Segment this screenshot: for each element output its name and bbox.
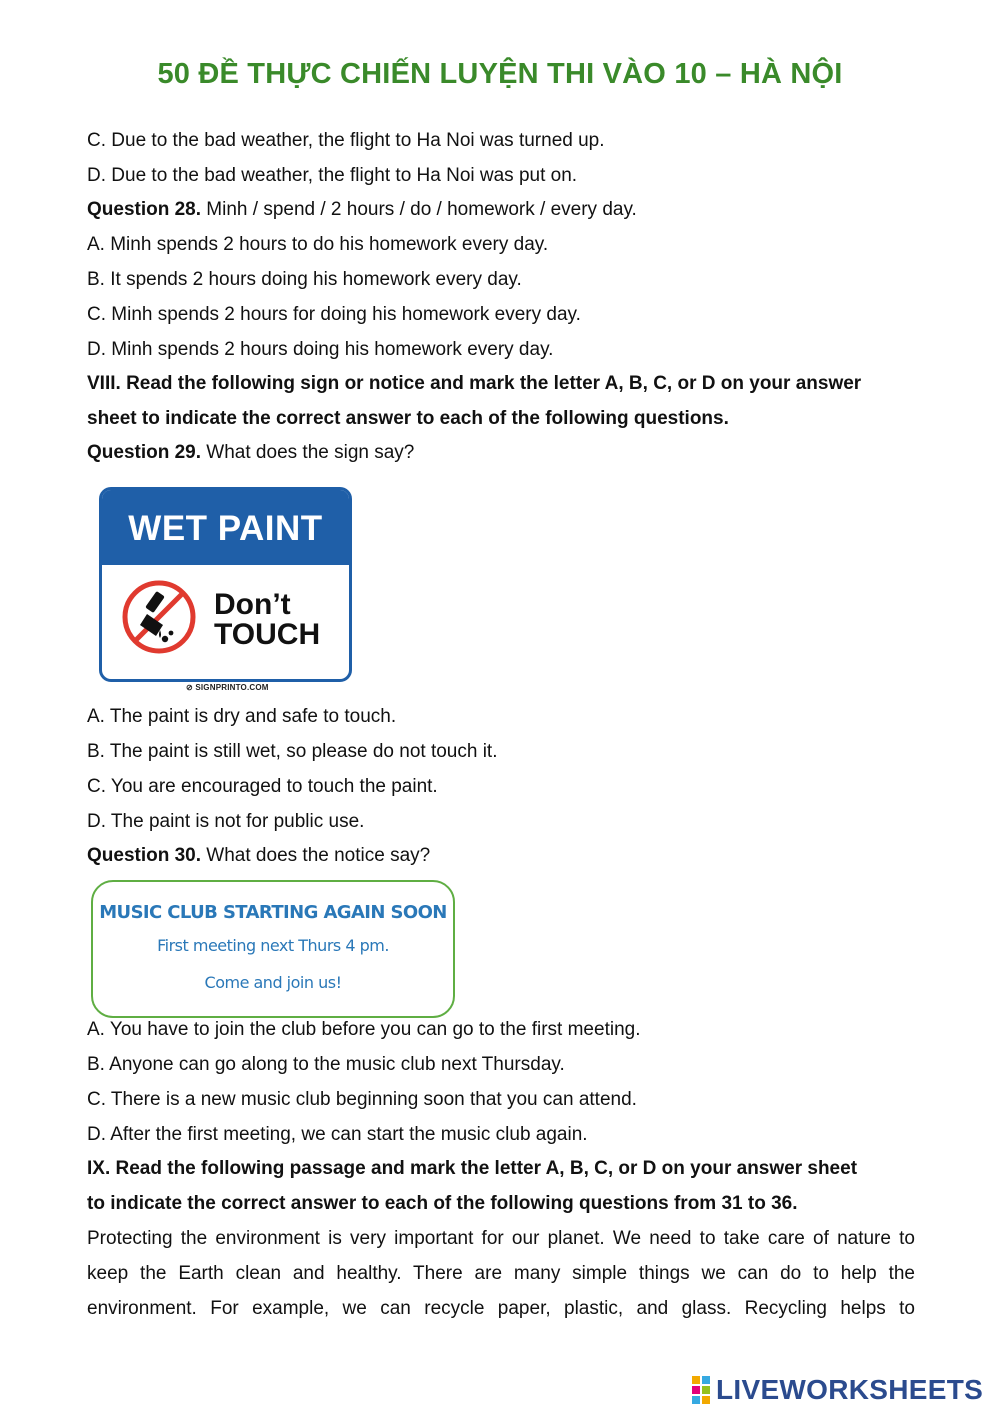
section-8-instruction-line2: sheet to indicate the correct answer to each of the following questions. bbox=[87, 408, 729, 429]
section-9-instruction-line2: to indicate the correct answer to each of the following questions from 31 to 36. bbox=[87, 1193, 798, 1214]
sign-header: WET PAINT bbox=[102, 490, 349, 565]
sign-credit bbox=[186, 683, 269, 692]
notice-line1: First meeting next Thurs 4 pm. bbox=[157, 936, 389, 955]
q29-prompt: What does the sign say? bbox=[201, 442, 415, 463]
q27-option-d: D. Due to the bad weather, the flight to Ha Noi was put on. bbox=[87, 165, 578, 186]
q30-option-a: A. You have to join the club before you can go to the first meeting. bbox=[87, 1019, 641, 1040]
q27-option-c: C. Due to the bad weather, the flight to Ha Noi was turned up. bbox=[87, 130, 605, 151]
liveworksheets-logo-icon bbox=[692, 1376, 710, 1404]
page-title: 50 ĐỀ THỰC CHIẾN LUYỆN THI VÀO 10 – HÀ NỘI bbox=[157, 58, 843, 90]
no-touch-brush-icon bbox=[120, 578, 198, 656]
music-club-notice bbox=[91, 880, 455, 1018]
notice-title: MUSIC CLUB STARTING AGAIN SOON bbox=[99, 902, 447, 923]
q30-prompt: What does the notice say? bbox=[201, 845, 431, 866]
q30-option-d: D. After the first meeting, we can start the music club again. bbox=[87, 1124, 588, 1145]
q28-option-d: D. Minh spends 2 hours doing his homework every day. bbox=[87, 339, 554, 360]
signprinto-logo-icon: ⊘ bbox=[186, 683, 193, 692]
passage-line3: environment. For example, we can recycle paper, plastic, and glass. Recycling helps to bbox=[87, 1298, 915, 1319]
q29-option-b: B. The paint is still wet, so please do not touch it. bbox=[87, 741, 498, 762]
q30-option-c: C. There is a new music club beginning soon that you can attend. bbox=[87, 1089, 637, 1110]
q28-prompt: Minh / spend / 2 hours / do / homework / every day. bbox=[201, 199, 637, 220]
q29-option-d: D. The paint is not for public use. bbox=[87, 811, 365, 832]
sign-line2: TOUCH bbox=[214, 618, 321, 651]
q29-question bbox=[87, 442, 915, 464]
q30-label: Question 30. bbox=[87, 845, 202, 866]
section-8-instruction-line1: VIII. Read the following sign or notice and mark the letter A, B, C, or D on your answer bbox=[87, 373, 862, 394]
q29-option-a: A. The paint is dry and safe to touch. bbox=[87, 706, 397, 727]
q30-question bbox=[87, 845, 915, 867]
q28-option-a: A. Minh spends 2 hours to do his homework every day. bbox=[87, 234, 549, 255]
passage-line2: keep the Earth clean and healthy. There are many simple things we can do to help the bbox=[87, 1263, 915, 1284]
wet-paint-sign bbox=[99, 487, 352, 682]
q30-option-b: B. Anyone can go along to the music club next Thursday. bbox=[87, 1054, 565, 1075]
sign-message bbox=[214, 590, 344, 650]
q28-option-c: C. Minh spends 2 hours for doing his homework every day. bbox=[87, 304, 581, 325]
section-9-instruction-line1: IX. Read the following passage and mark the letter A, B, C, or D on your answer sheet bbox=[87, 1158, 858, 1179]
notice-line2: Come and join us! bbox=[204, 973, 342, 992]
q29-option-c: C. You are encouraged to touch the paint. bbox=[87, 776, 438, 797]
sign-credit-text: SIGNPRINTO.COM bbox=[195, 683, 269, 692]
liveworksheets-logo[interactable] bbox=[692, 1374, 983, 1406]
sign-line1: Don’t bbox=[214, 588, 291, 621]
q28-option-b: B. It spends 2 hours doing his homework every day. bbox=[87, 269, 522, 290]
liveworksheets-logo-text: LIVEWORKSHEETS bbox=[716, 1374, 984, 1405]
q28-label: Question 28. bbox=[87, 199, 202, 220]
passage-line1: Protecting the environment is very important for our planet. We need to take care of nature to bbox=[87, 1228, 915, 1249]
q28-question bbox=[87, 199, 915, 221]
q29-label: Question 29. bbox=[87, 442, 202, 463]
